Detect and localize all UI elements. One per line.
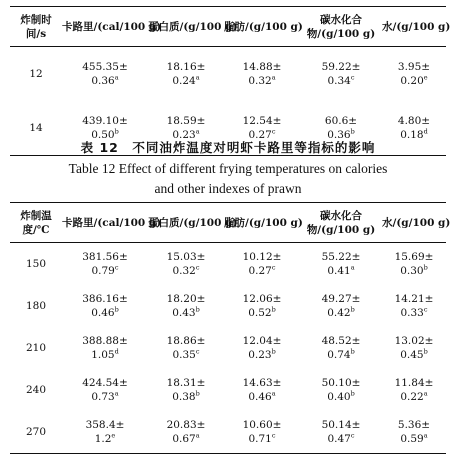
cell-sd [224, 390, 300, 404]
cell-sd-value: 0.27 [248, 265, 272, 277]
col-header-carbs: 碳水化合物/(g/100 g) [306, 209, 376, 236]
cell-significance-letter: b [114, 127, 119, 136]
cell-mean: 18.59± [166, 115, 206, 127]
table-row [10, 327, 446, 369]
data-cell [62, 369, 148, 411]
data-cell [148, 285, 224, 327]
data-cell [382, 243, 446, 286]
cell-sd-value: 0.23 [248, 349, 272, 361]
temperature-table [10, 202, 451, 454]
data-cell [382, 327, 446, 369]
cell-mean: 15.03± [166, 251, 206, 263]
caption-en-line1: Table 12 Effect of different frying temperatures on calories [68, 161, 388, 176]
row-label: 210 [25, 342, 47, 354]
cell-sd-value: 0.79 [91, 265, 115, 277]
cell-significance-letter: e [111, 431, 116, 440]
cell-mean: 20.83± [166, 419, 206, 431]
data-cell [300, 285, 382, 327]
cell-sd-value: 0.34 [327, 75, 351, 87]
cell-sd [62, 390, 148, 404]
data-cell [62, 243, 148, 286]
col-header-calories: 卡路里/(cal/100 g) [62, 20, 162, 33]
cell-mean: 381.56± [82, 251, 128, 263]
table-header-row [10, 7, 446, 47]
cell-sd [148, 264, 224, 278]
data-cell [62, 285, 148, 327]
col-header-water: 水/(g/100 g) [382, 20, 451, 33]
cell-significance-letter: a [114, 73, 119, 82]
cell-mean: 18.31± [166, 377, 206, 389]
cell-mean: 14.21± [394, 293, 434, 305]
cell-significance-letter: c [195, 347, 200, 356]
data-cell [62, 411, 148, 454]
cell-significance-letter: c [195, 263, 200, 272]
cell-significance-letter: a [350, 263, 355, 272]
cell-sd-value: 0.36 [91, 75, 115, 87]
cell-sd [62, 348, 148, 362]
table-row [10, 285, 446, 327]
data-cell [224, 47, 300, 102]
cell-sd-value: 0.47 [327, 433, 351, 445]
cell-mean: 358.4± [85, 419, 125, 431]
data-cell [148, 243, 224, 286]
data-cell [224, 411, 300, 454]
cell-sd [62, 306, 148, 320]
cell-sd-value: 1.05 [91, 349, 115, 361]
cell-significance-letter: b [195, 389, 200, 398]
cell-mean: 15.69± [394, 251, 434, 263]
data-cell [300, 47, 382, 102]
data-cell [224, 285, 300, 327]
col-header-temperature: 炸制温度/℃ [20, 209, 52, 236]
cell-sd-value: 0.45 [400, 349, 424, 361]
cell-significance-letter: b [195, 305, 200, 314]
col-header-protein: 蛋白质/(g/100 g) [148, 216, 238, 229]
cell-mean: 18.86± [166, 335, 206, 347]
cell-significance-letter: b [423, 347, 428, 356]
cell-mean: 439.10± [82, 115, 128, 127]
cell-mean: 388.88± [82, 335, 128, 347]
cell-significance-letter: a [423, 389, 428, 398]
cell-significance-letter: a [195, 127, 200, 136]
cell-significance-letter: c [114, 263, 119, 272]
cell-mean: 60.6± [324, 115, 358, 127]
cell-significance-letter: b [350, 347, 355, 356]
data-cell [62, 327, 148, 369]
data-cell [300, 369, 382, 411]
table-caption-cn: 表 12 不同油炸温度对明虾卡路里等指标的影响 [80, 140, 376, 155]
data-cell [148, 411, 224, 454]
cell-significance-letter: c [271, 263, 276, 272]
cell-sd [382, 348, 446, 362]
cell-significance-letter: a [195, 73, 200, 82]
col-header-carbs: 碳水化合物/(g/100 g) [306, 13, 376, 40]
cell-sd [382, 306, 446, 320]
cell-significance-letter: b [271, 347, 276, 356]
data-cell [382, 47, 446, 102]
col-header-water: 水/(g/100 g) [382, 216, 451, 229]
col-header-time: 炸制时间/s [20, 13, 52, 40]
cell-significance-letter: c [271, 431, 276, 440]
cell-sd-value: 0.59 [400, 433, 424, 445]
row-label: 14 [29, 122, 43, 134]
cell-sd-value: 0.67 [172, 433, 196, 445]
data-cell [382, 285, 446, 327]
cell-sd-value: 0.32 [172, 265, 196, 277]
cell-sd-value: 0.36 [327, 129, 351, 141]
cell-significance-letter: b [271, 305, 276, 314]
cell-sd-value: 0.46 [248, 391, 272, 403]
cell-mean: 4.80± [397, 115, 431, 127]
table-header-row [10, 203, 446, 243]
cell-sd-value: 0.74 [327, 349, 351, 361]
row-label: 240 [25, 384, 47, 396]
cell-mean: 12.06± [242, 293, 282, 305]
cell-mean: 386.16± [82, 293, 128, 305]
cell-significance-letter: a [271, 389, 276, 398]
cell-sd [382, 264, 446, 278]
cell-sd [148, 432, 224, 446]
cell-significance-letter: c [271, 127, 276, 136]
data-cell [148, 47, 224, 102]
cell-significance-letter: c [350, 73, 355, 82]
table-row [10, 243, 446, 286]
cell-sd [300, 264, 382, 278]
cell-significance-letter: e [423, 73, 428, 82]
table-row [10, 411, 446, 454]
cell-sd-value: 0.22 [400, 391, 424, 403]
cell-mean: 59.22± [321, 61, 361, 73]
cell-significance-letter: b [350, 305, 355, 314]
cell-mean: 424.54± [82, 377, 128, 389]
data-cell [62, 47, 148, 102]
cell-sd-value: 0.38 [172, 391, 196, 403]
cell-mean: 3.95± [397, 61, 431, 73]
cell-sd [224, 264, 300, 278]
cell-sd-value: 0.23 [172, 129, 196, 141]
cell-mean: 14.88± [242, 61, 282, 73]
cell-mean: 49.27± [321, 293, 361, 305]
data-cell [224, 327, 300, 369]
cell-sd [148, 348, 224, 362]
cell-significance-letter: b [114, 305, 119, 314]
cell-significance-letter: a [271, 73, 276, 82]
row-label: 12 [29, 68, 43, 80]
cell-mean: 10.60± [242, 419, 282, 431]
data-cell [224, 243, 300, 286]
cell-sd-value: 0.71 [248, 433, 272, 445]
cell-mean: 14.63± [242, 377, 282, 389]
table-row [10, 369, 446, 411]
data-cell [382, 369, 446, 411]
cell-sd [224, 306, 300, 320]
cell-significance-letter: b [423, 263, 428, 272]
cell-mean: 11.84± [394, 377, 434, 389]
cell-significance-letter: a [195, 431, 200, 440]
cell-mean: 10.12± [242, 251, 282, 263]
row-label: 150 [25, 258, 47, 270]
cell-significance-letter: b [350, 389, 355, 398]
cell-mean: 13.02± [394, 335, 434, 347]
cell-sd-value: 0.73 [91, 391, 115, 403]
cell-sd [62, 432, 148, 446]
col-header-protein: 蛋白质/(g/100 g) [148, 20, 238, 33]
cell-sd-value: 0.52 [248, 307, 272, 319]
cell-significance-letter: d [423, 127, 428, 136]
cell-sd [62, 74, 148, 88]
cell-sd [382, 74, 446, 88]
cell-sd [300, 306, 382, 320]
data-cell [300, 327, 382, 369]
cell-sd [62, 264, 148, 278]
cell-mean: 5.36± [397, 419, 431, 431]
cell-mean: 18.20± [166, 293, 206, 305]
cell-sd-value: 1.2 [94, 433, 112, 445]
cell-sd [148, 306, 224, 320]
cell-sd [148, 390, 224, 404]
cell-sd-value: 0.40 [327, 391, 351, 403]
cell-mean: 55.22± [321, 251, 361, 263]
cell-mean: 50.10± [321, 377, 361, 389]
data-cell [382, 411, 446, 454]
data-cell [148, 327, 224, 369]
data-cell [224, 369, 300, 411]
cell-sd-value: 0.41 [327, 265, 351, 277]
cell-sd-value: 0.35 [172, 349, 196, 361]
cell-mean: 12.54± [242, 115, 282, 127]
cell-sd-value: 0.27 [248, 129, 272, 141]
cell-significance-letter: d [114, 347, 119, 356]
cell-sd [224, 74, 300, 88]
cell-sd-value: 0.50 [91, 129, 115, 141]
data-cell [148, 369, 224, 411]
cell-mean: 50.14± [321, 419, 361, 431]
data-cell [300, 243, 382, 286]
col-header-fat: 脂肪/(g/100 g) [224, 20, 303, 33]
cell-sd-value: 0.46 [91, 307, 115, 319]
cell-sd-value: 0.42 [327, 307, 351, 319]
cell-sd-value: 0.33 [400, 307, 424, 319]
time-table [10, 6, 451, 156]
cell-sd [382, 390, 446, 404]
cell-mean: 12.04± [242, 335, 282, 347]
cell-sd-value: 0.18 [400, 129, 424, 141]
cell-sd-value: 0.30 [400, 265, 424, 277]
cell-significance-letter: b [350, 127, 355, 136]
row-label: 270 [25, 426, 47, 438]
cell-significance-letter: a [423, 431, 428, 440]
cell-mean: 455.35± [82, 61, 128, 73]
row-label: 180 [25, 300, 47, 312]
cell-sd [148, 74, 224, 88]
cell-mean: 18.16± [166, 61, 206, 73]
cell-sd [300, 348, 382, 362]
data-cell [300, 411, 382, 454]
cell-sd-value: 0.32 [248, 75, 272, 87]
table-caption-en [0, 159, 456, 199]
col-header-calories: 卡路里/(cal/100 g) [62, 216, 162, 229]
cell-sd [300, 390, 382, 404]
cell-significance-letter: c [423, 305, 428, 314]
cell-sd-value: 0.43 [172, 307, 196, 319]
cell-significance-letter: a [114, 389, 119, 398]
cell-sd-value: 0.24 [172, 75, 196, 87]
cell-sd [382, 432, 446, 446]
cell-sd [300, 74, 382, 88]
cell-sd-value: 0.20 [400, 75, 424, 87]
cell-significance-letter: c [350, 431, 355, 440]
cell-mean: 48.52± [321, 335, 361, 347]
cell-sd [300, 432, 382, 446]
cell-sd [224, 348, 300, 362]
caption-en-line2: and other indexes of prawn [154, 181, 302, 196]
cell-sd [224, 432, 300, 446]
col-header-fat: 脂肪/(g/100 g) [224, 216, 303, 229]
table-row [10, 47, 446, 102]
